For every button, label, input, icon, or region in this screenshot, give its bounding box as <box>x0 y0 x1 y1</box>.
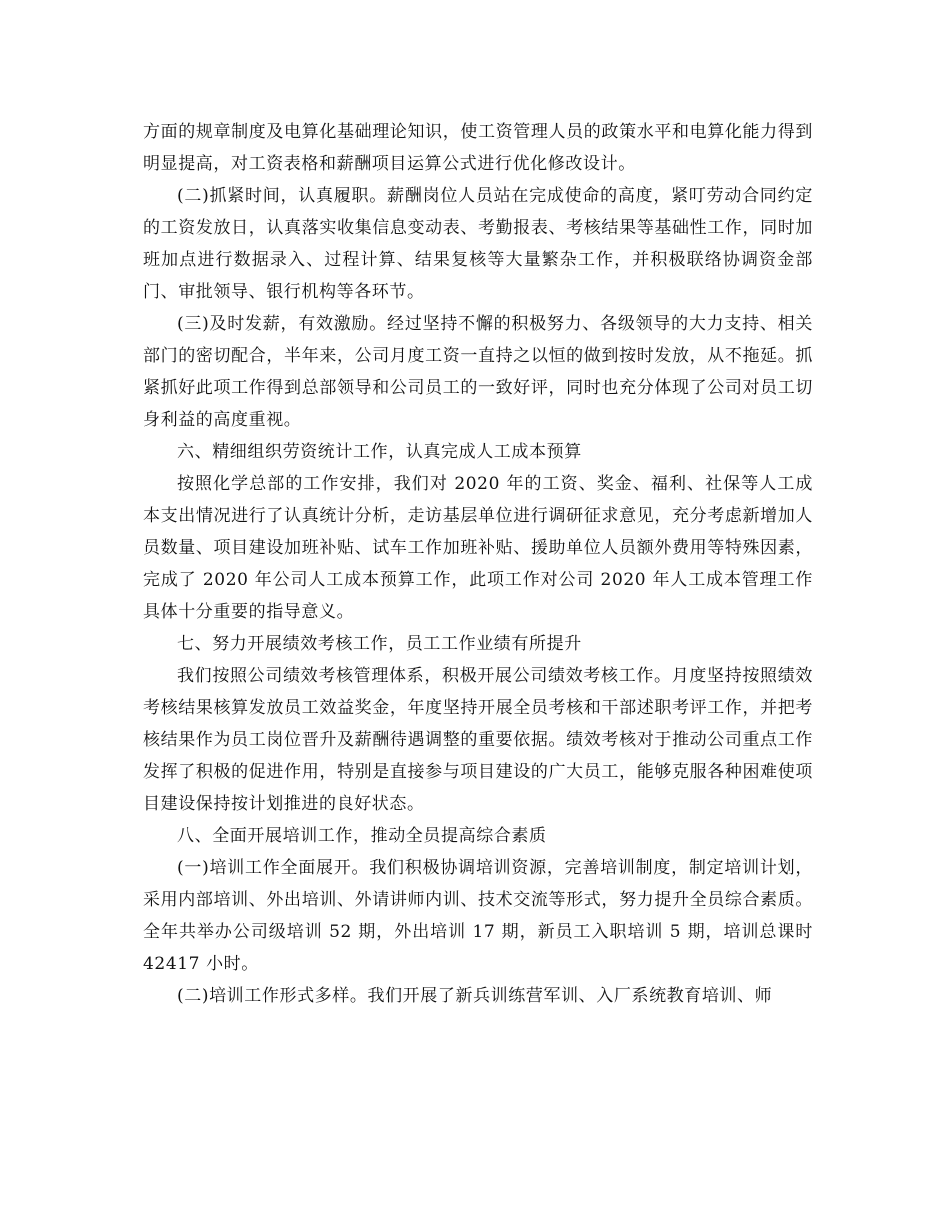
paragraph-salary-incentive: (三)及时发薪，有效激励。经过坚持不懈的积极努力、各级领导的大力支持、相关部门的密切配合，半年来，公司月度工资一直持之以恒的做到按时发放，从不拖延。抓紧抓好此项工作得到总部领导和公司员工的一致好评，同时也充分体现了公司对员工切身利益的高度重视。 <box>143 314 813 430</box>
paragraph-cost-budget: 按照化学总部的工作安排，我们对 2020 年的工资、奖金、福利、社保等人工成本支出情况进行了认真统计分析，走访基层单位进行调研征求意见，充分考虑新增加人员数量、项目建设加班补贴、试车工作加班补贴、援助单位人员额外费用等特殊因素，完成了 2020 年公司人工成本预算工作，此项工作对公司 2020 年人工成本管理工作具体十分重要的指导意义。 <box>143 474 813 622</box>
section-heading-8: 八、全面开展培训工作，推动全员提高综合素质 <box>177 826 547 846</box>
paragraph-training-overview: (一)培训工作全面展开。我们积极协调培训资源，完善培训制度，制定培训计划，采用内部培训、外出培训、外请讲师内训、技术交流等形式，努力提升全员综合素质。全年共举办公司级培训 52 期，外出培训 17 期，新员工入职培训 5 期，培训总课时 42417 小时。 <box>143 858 813 974</box>
document-body <box>143 116 813 1012</box>
paragraph-salary-timely: (二)抓紧时间，认真履职。薪酬岗位人员站在完成使命的高度，紧叮劳动合同约定的工资发放日，认真落实收集信息变动表、考勤报表、考核结果等基础性工作，同时加班加点进行数据录入、过程计算、结果复核等大量繁杂工作，并积极联络协调资金部门、审批领导、银行机构等各环节。 <box>143 186 813 302</box>
section-heading-7: 七、努力开展绩效考核工作，员工工作业绩有所提升 <box>177 634 582 654</box>
paragraph-continuation: 方面的规章制度及电算化基础理论知识，使工资管理人员的政策水平和电算化能力得到明显提高，对工资表格和薪酬项目运算公式进行优化修改设计。 <box>143 122 813 174</box>
paragraph-training-forms: (二)培训工作形式多样。我们开展了新兵训练营军训、入厂系统教育培训、师 <box>177 986 773 1006</box>
section-heading-6: 六、精细组织劳资统计工作，认真完成人工成本预算 <box>177 442 582 462</box>
paragraph-performance: 我们按照公司绩效考核管理体系，积极开展公司绩效考核工作。月度坚持按照绩效考核结果核算发放员工效益奖金，年度坚持开展全员考核和干部述职考评工作，并把考核结果作为员工岗位晋升及薪酬待遇调整的重要依据。绩效考核对于推动公司重点工作发挥了积极的促进作用，特别是直接参与项目建设的广大员工，能够克服各种困难使项目建设保持按计划推进的良好状态。 <box>143 666 813 814</box>
